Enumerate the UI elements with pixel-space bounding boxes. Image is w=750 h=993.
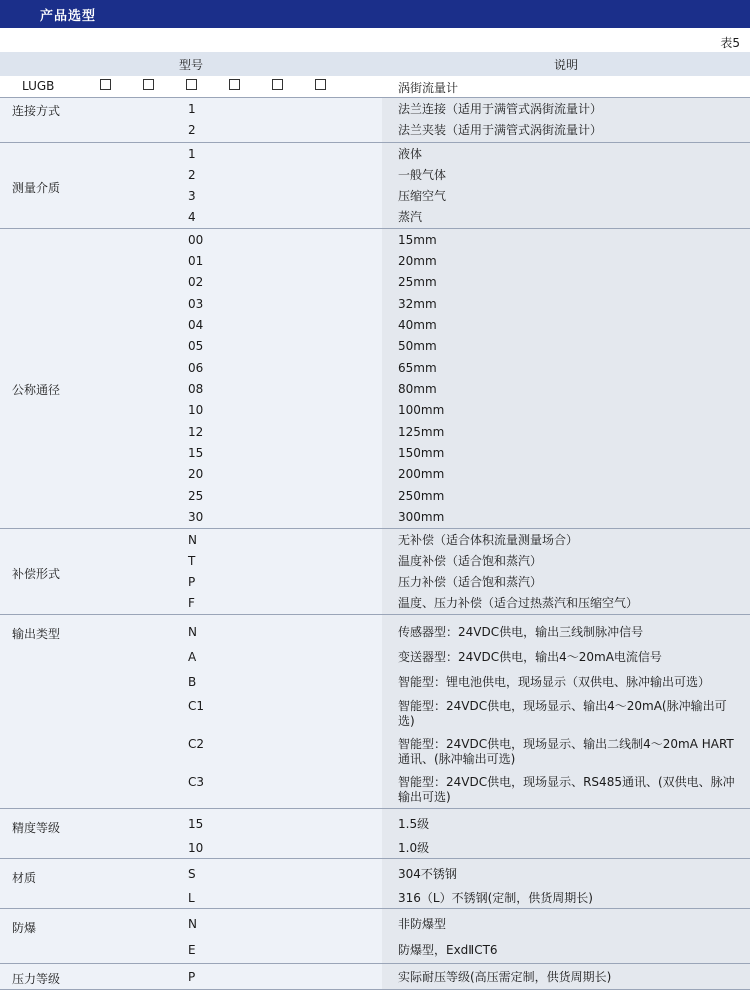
option-description: 温度补偿（适合饱和蒸汽） <box>398 554 543 568</box>
option-code: E <box>188 943 196 957</box>
option-description: 法兰夹装（适用于满管式涡街流量计） <box>398 123 603 137</box>
option-code: 15 <box>188 446 204 460</box>
option-code: P <box>188 970 196 984</box>
header-bar <box>0 0 750 28</box>
option-code: C2 <box>188 737 205 751</box>
option-code: 30 <box>188 510 204 524</box>
code-box <box>315 79 326 90</box>
code-box <box>229 79 240 90</box>
option-code: T <box>188 554 196 568</box>
option-description: 蒸汽 <box>398 210 423 224</box>
option-group <box>0 859 750 909</box>
option-description: 1.0级 <box>398 841 430 855</box>
group-label: 压力等级 <box>12 972 61 986</box>
option-code: 10 <box>188 403 204 417</box>
option-description: 25mm <box>398 275 437 289</box>
option-group <box>0 529 750 615</box>
option-description: 40mm <box>398 318 437 332</box>
option-group <box>0 229 750 529</box>
model-code-row <box>0 76 750 98</box>
option-description: 316（L）不锈钢(定制，供货周期长) <box>398 891 593 905</box>
option-description: 125mm <box>398 425 445 439</box>
option-description: 200mm <box>398 467 445 481</box>
option-description: 304不锈钢 <box>398 867 457 881</box>
option-code: F <box>188 596 195 610</box>
option-description: 防爆型，ExdⅡCT6 <box>398 943 498 957</box>
group-label: 材质 <box>12 871 37 885</box>
option-code: 01 <box>188 254 204 268</box>
option-description: 65mm <box>398 361 437 375</box>
option-description: 智能型：锂电池供电，现场显示（双供电、脉冲输出可选） <box>398 675 711 689</box>
option-group <box>0 615 750 809</box>
code-box <box>186 79 197 90</box>
option-code: 1 <box>188 102 196 116</box>
option-description: 250mm <box>398 489 445 503</box>
group-label: 连接方式 <box>12 104 61 118</box>
group-label: 输出类型 <box>12 627 61 641</box>
option-code: S <box>188 867 196 881</box>
option-description: 300mm <box>398 510 445 524</box>
table-number: 表5 <box>720 36 740 50</box>
option-description: 智能型：24VDC供电，现场显示、输出4～20mA(脉冲输出可选) <box>398 699 727 728</box>
option-description: 150mm <box>398 446 445 460</box>
column-header-description: 说明 <box>553 58 578 72</box>
option-description: 智能型：24VDC供电，现场显示、输出二线制4～20mA HART通讯、(脉冲输出可选) <box>398 737 734 766</box>
option-code: 2 <box>188 168 196 182</box>
group-label: 防爆 <box>12 921 37 935</box>
option-description: 无补偿（适合体积流量测量场合） <box>398 533 579 547</box>
column-header <box>0 52 750 76</box>
group-label: 公称通径 <box>12 383 61 397</box>
description-panel <box>382 229 750 528</box>
option-code: P <box>188 575 196 589</box>
option-group <box>0 964 750 990</box>
option-code: 03 <box>188 297 204 311</box>
option-code: C1 <box>188 699 205 713</box>
option-code: L <box>188 891 195 905</box>
option-code: 02 <box>188 275 204 289</box>
option-code: 20 <box>188 467 204 481</box>
option-group <box>0 809 750 859</box>
option-description: 压力补偿（适合饱和蒸汽） <box>398 575 543 589</box>
option-code: N <box>188 533 197 547</box>
group-label: 测量介质 <box>12 181 61 195</box>
option-code: 3 <box>188 189 196 203</box>
option-description: 一般气体 <box>398 168 447 182</box>
option-code: 12 <box>188 425 204 439</box>
option-description: 智能型：24VDC供电，现场显示、RS485通讯、(双供电、脉冲输出可选) <box>398 775 735 804</box>
code-box <box>143 79 154 90</box>
group-label: 精度等级 <box>12 821 61 835</box>
option-group <box>0 98 750 143</box>
option-description: 1.5级 <box>398 817 430 831</box>
option-description: 20mm <box>398 254 437 268</box>
option-description: 50mm <box>398 339 437 353</box>
option-code: 04 <box>188 318 204 332</box>
option-code: 08 <box>188 382 204 396</box>
code-box <box>100 79 111 90</box>
option-code: N <box>188 917 197 931</box>
option-code: 05 <box>188 339 204 353</box>
option-group <box>0 143 750 229</box>
option-code: B <box>188 675 197 689</box>
option-group <box>0 909 750 964</box>
option-description: 传感器型：24VDC供电，输出三线制脉冲信号 <box>398 625 644 639</box>
option-description: 法兰连接（适用于满管式涡街流量计） <box>398 102 603 116</box>
option-code: N <box>188 625 197 639</box>
page-title: 产品选型 <box>40 9 97 24</box>
option-code: 06 <box>188 361 204 375</box>
column-header-model: 型号 <box>178 58 203 72</box>
option-code: A <box>188 650 197 664</box>
code-box <box>272 79 283 90</box>
option-code: 1 <box>188 147 196 161</box>
option-code: 25 <box>188 489 204 503</box>
option-description: 15mm <box>398 233 437 247</box>
option-description: 变送器型：24VDC供电，输出4～20mA电流信号 <box>398 650 662 664</box>
model-description: 涡街流量计 <box>398 81 459 95</box>
option-description: 实际耐压等级(高压需定制，供货周期长) <box>398 970 612 984</box>
group-label: 补偿形式 <box>12 567 61 581</box>
option-code: C3 <box>188 775 205 789</box>
option-description: 温度、压力补偿（适合过热蒸汽和压缩空气） <box>398 596 639 610</box>
option-code: 2 <box>188 123 196 137</box>
option-code: 10 <box>188 841 204 855</box>
option-description: 液体 <box>398 147 423 161</box>
option-code: 00 <box>188 233 204 247</box>
option-description: 非防爆型 <box>398 917 447 931</box>
option-description: 80mm <box>398 382 437 396</box>
option-description: 压缩空气 <box>398 189 447 203</box>
option-code: 4 <box>188 210 196 224</box>
option-description: 100mm <box>398 403 445 417</box>
option-code: 15 <box>188 817 204 831</box>
option-description: 32mm <box>398 297 437 311</box>
model-code: LUGB <box>22 79 55 93</box>
